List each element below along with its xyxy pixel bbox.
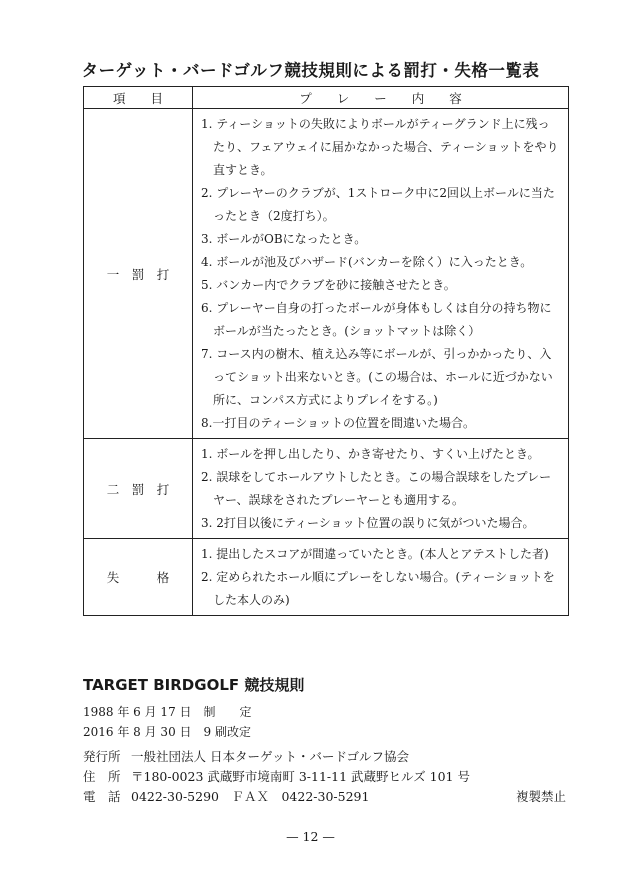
rule-item: 3. ボールがOBになったとき。 — [201, 232, 367, 246]
rule-item: 1. ティーショットの失敗によりボールがティーグランド上に残ったり、フェアウェイに届かなかった場合、ティーショットをやり直すとき。 — [201, 117, 559, 177]
table-row-one-stroke — [84, 109, 569, 439]
address-line — [83, 767, 470, 785]
history-line: 1988 年 6 月 17 日 制 定 — [83, 705, 252, 719]
address-value: 〒180-0023 武蔵野市境南町 3-11-11 武蔵野ヒルズ 101 号 — [131, 769, 470, 784]
header-content: プ レ ー 内 容 — [193, 87, 569, 109]
publisher-label: 発行所 — [83, 749, 121, 764]
rule-item: 8.一打目のティーショットの位置を間違いた場合。 — [201, 416, 476, 430]
table-row-two-stroke — [84, 439, 569, 539]
rule-list — [193, 439, 569, 539]
history-line: 2016 年 8 月 30 日 9 刷改定 — [83, 725, 251, 739]
publisher-value: 一般社団法人 日本ターゲット・バードゴルフ協会 — [131, 749, 409, 764]
no-reprint-notice: 複製禁止 — [515, 789, 566, 804]
book-title: TARGET BIRDGOLF 競技規則 — [83, 676, 305, 694]
rule-item: 2. プレーヤーのクラブが、1ストローク中に2回以上ボールに当たったとき（2度打ち）。 — [201, 186, 555, 223]
rule-item: 6. プレーヤー自身の打ったボールが身体もしくは自分の持ち物にボールが当たったとき。(ショットマットは除く） — [201, 301, 552, 338]
rule-item: 1. ボールを押し出したり、かき寄せたり、すくい上げたとき。 — [201, 447, 540, 461]
rule-item: 1. 提出したスコアが間違っていたとき。(本人とアテストした者) — [201, 547, 549, 561]
table-header-row — [84, 87, 569, 109]
category-disqualification: 失 格 — [84, 539, 193, 616]
rule-item: 4. ボールが池及びハザード(バンカーを除く）に入ったとき。 — [201, 255, 533, 269]
header-item: 項 目 — [84, 87, 193, 109]
document-title: ターゲット・バードゴルフ競技規則による罰打・失格一覧表 — [81, 61, 540, 80]
rule-item: 2. 定められたホール順にプレーをしない場合。(ティーショットをした本人のみ) — [201, 570, 555, 607]
rule-item: 2. 誤球をしてホールアウトしたとき。この場合誤球をしたプレーヤー、誤球をされたプレーヤーとも適用する。 — [201, 470, 552, 507]
penalty-table — [83, 86, 569, 616]
phone-value: 0422-30-5290 ＦＡＸ 0422-30-5291 — [131, 789, 370, 804]
address-label: 住 所 — [83, 769, 121, 784]
page-number: — 12 — — [286, 829, 335, 844]
phone-label: 電 話 — [83, 789, 121, 804]
rule-item: 3. 2打目以後にティーショット位置の誤りに気がついた場合。 — [201, 516, 535, 530]
rule-list — [193, 109, 569, 439]
rule-list — [193, 539, 569, 616]
phone-line — [83, 787, 369, 805]
rule-item: 5. バンカー内でクラブを砂に接触させたとき。 — [201, 278, 456, 292]
rule-item: 7. コース内の樹木、植え込み等にボールが、引っかかったり、入ってショット出来ないとき。(この場合は、ホールに近づかない所に、コンパス方式によりプレイをする。) — [201, 347, 553, 407]
category-one-stroke: 一 罰 打 — [84, 109, 193, 439]
category-two-stroke: 二 罰 打 — [84, 439, 193, 539]
table-row-disqualification — [84, 539, 569, 616]
publisher-line — [83, 747, 409, 765]
